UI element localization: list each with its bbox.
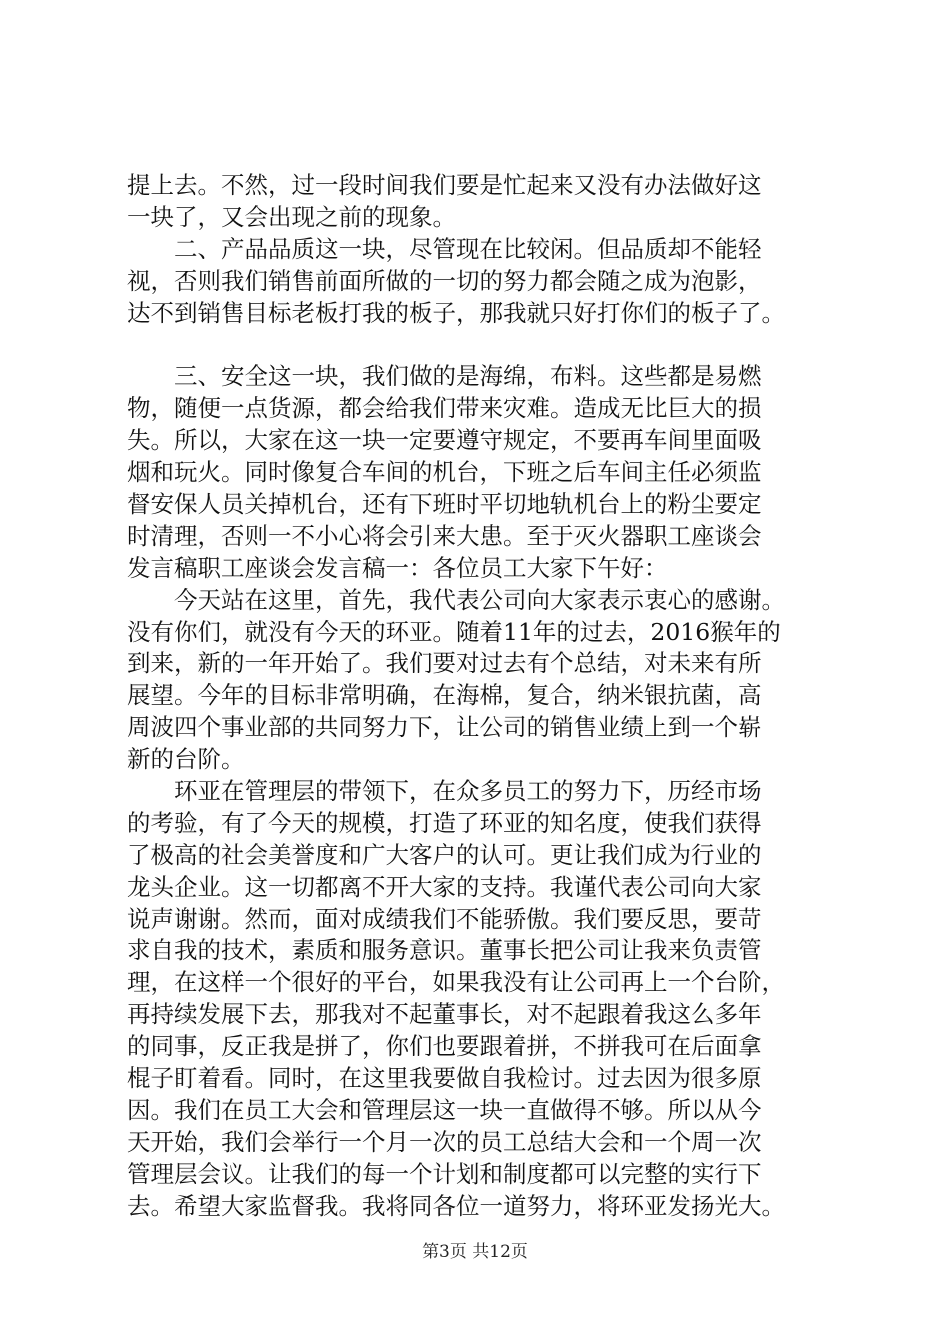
document-body (127, 170, 843, 1223)
text-line: 说声谢谢。然而，面对成绩我们不能骄傲。我们要反思，要苛 (127, 904, 762, 933)
text-line: 督安保人员关掉机台，还有下班时平切地轨机台上的粉尘要定 (127, 490, 762, 519)
text-line: 的考验，有了今天的规模，打造了环亚的知名度，使我们获得 (127, 808, 762, 837)
text-line: 新的台阶。 (127, 745, 245, 774)
paragraph-gap (127, 329, 843, 361)
text-line: 达不到销售目标老板打我的板子，那我就只好打你们的板子了。 (127, 298, 785, 327)
text-line: 棍子盯着看。同时，在这里我要做自我检讨。过去因为很多原 (127, 1064, 762, 1093)
paragraph-line: 三、安全这一块，我们做的是海绵，布料。这些都是易燃 (174, 362, 762, 391)
text-line: 提上去。不然，过一段时间我们要是忙起来又没有办法做好这 (127, 171, 762, 199)
text-line: 烟和玩火。同时像复合车间的机台，下班之后车间主任必须监 (127, 458, 762, 487)
text-line: 到来，新的一年开始了。我们要对过去有个总结，对未来有所 (127, 649, 762, 678)
paragraph-line: 今天站在这里，首先，我代表公司向大家表示衷心的感谢。 (174, 585, 785, 614)
text-line: 视，否则我们销售前面所做的一切的努力都会随之成为泡影， (127, 266, 762, 295)
text-line: 的同事，反正我是拼了，你们也要跟着拼，不拼我可在后面拿 (127, 1032, 762, 1061)
text-line: 了极高的社会美誉度和广大客户的认可。更让我们成为行业的 (127, 840, 762, 869)
text-line: 一块了，又会出现之前的现象。 (127, 202, 456, 231)
text-line: 没有你们，就没有今天的环亚。随着11年的过去，2016猴年的 (127, 617, 781, 646)
text-line: 因。我们在员工大会和管理层这一块一直做得不够。所以从今 (127, 1095, 762, 1124)
text-line: 天开始，我们会举行一个月一次的员工总结大会和一个周一次 (127, 1127, 762, 1156)
page-number-footer: 第3页 共12页 (422, 1242, 528, 1262)
text-line: 管理层会议。让我们的每一个计划和制度都可以完整的实行下 (127, 1159, 762, 1188)
paragraph-line: 二、产品品质这一块，尽管现在比较闲。但品质却不能轻 (174, 234, 762, 263)
text-line: 再持续发展下去，那我对不起董事长，对不起跟着我这么多年 (127, 1000, 762, 1029)
text-line: 理，在这样一个很好的平台，如果我没有让公司再上一个台阶， (127, 968, 785, 997)
paragraph-line: 环亚在管理层的带领下，在众多员工的努力下，历经市场 (174, 777, 762, 806)
text-line: 周波四个事业部的共同努力下，让公司的销售业绩上到一个崭 (127, 713, 762, 742)
text-line: 龙头企业。这一切都离不开大家的支持。我谨代表公司向大家 (127, 872, 762, 901)
text-line: 发言稿职工座谈会发言稿一：各位员工大家下午好： (127, 553, 668, 582)
text-line: 失。所以，大家在这一块一定要遵守规定，不要再车间里面吸 (127, 426, 762, 455)
text-line: 展望。今年的目标非常明确，在海棉，复合，纳米银抗菌，高 (127, 681, 762, 710)
text-line: 去。希望大家监督我。我将同各位一道努力，将环亚发扬光大。 (127, 1191, 785, 1220)
text-line: 时清理，否则一不小心将会引来大患。至于灭火器职工座谈会 (127, 521, 762, 550)
text-line: 求自我的技术，素质和服务意识。董事长把公司让我来负责管 (127, 936, 762, 965)
text-line: 物，随便一点货源，都会给我们带来灾难。造成无比巨大的损 (127, 394, 762, 423)
